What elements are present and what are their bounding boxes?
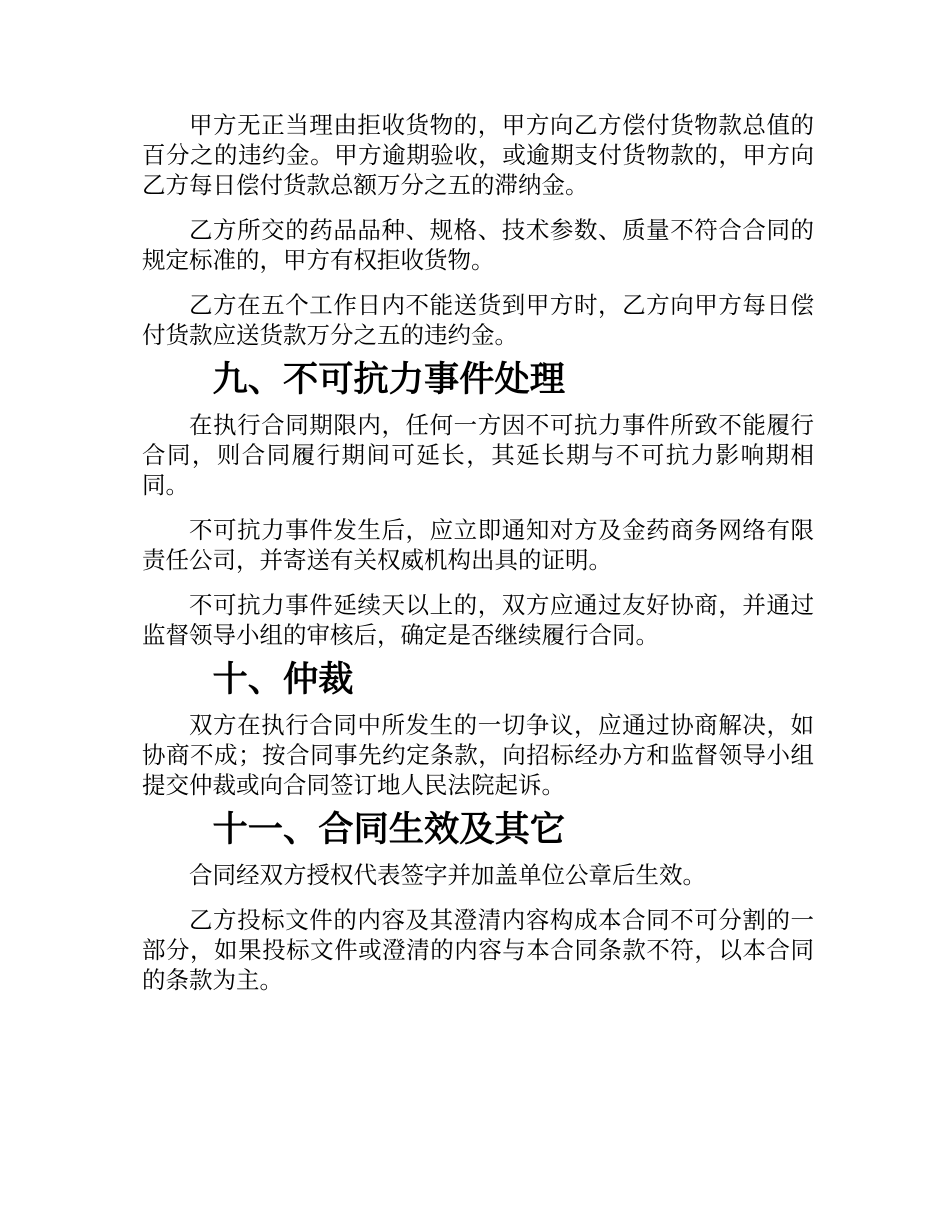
paragraph: 乙方投标文件的内容及其澄清内容构成本合同不可分割的一部分，如果投标文件或澄清的内容与本合同条款不符，以本合同的条款为主。 — [142, 906, 814, 994]
section-heading: 九、不可抗力事件处理 — [212, 359, 565, 400]
paragraph: 不可抗力事件发生后，应立即通知对方及金药商务网络有限责任公司，并寄送有关权威机构出具的证明。 — [142, 516, 814, 574]
paragraph: 在执行合同期限内，任何一方因不可抗力事件所致不能履行合同，则合同履行期间可延长，其延长期与不可抗力影响期相同。 — [142, 411, 814, 499]
paragraph: 双方在执行合同中所发生的一切争议，应通过协商解决，如协商不成；按合同事先约定条款，向招标经办方和监督领导小组提交仲裁或向合同签订地人民法院起诉。 — [142, 711, 814, 799]
section-heading: 十一、合同生效及其它 — [212, 809, 565, 850]
paragraph: 合同经双方授权代表签字并加盖单位公章后生效。 — [189, 861, 706, 889]
paragraph: 甲方无正当理由拒收货物的，甲方向乙方偿付货物款总值的百分之的违约金。甲方逾期验收，或逾期支付货物款的，甲方向乙方每日偿付货款总额万分之五的滞纳金。 — [142, 111, 814, 199]
paragraph: 不可抗力事件延续天以上的，双方应通过友好协商，并通过监督领导小组的审核后，确定是否继续履行合同。 — [142, 591, 814, 649]
document-page — [142, 110, 814, 1010]
paragraph: 乙方在五个工作日内不能送货到甲方时，乙方向甲方每日偿付货款应送货款万分之五的违约金。 — [142, 291, 814, 349]
section-heading: 十、仲裁 — [212, 659, 354, 700]
paragraph: 乙方所交的药品品种、规格、技术参数、质量不符合合同的规定标准的，甲方有权拒收货物。 — [142, 216, 814, 274]
